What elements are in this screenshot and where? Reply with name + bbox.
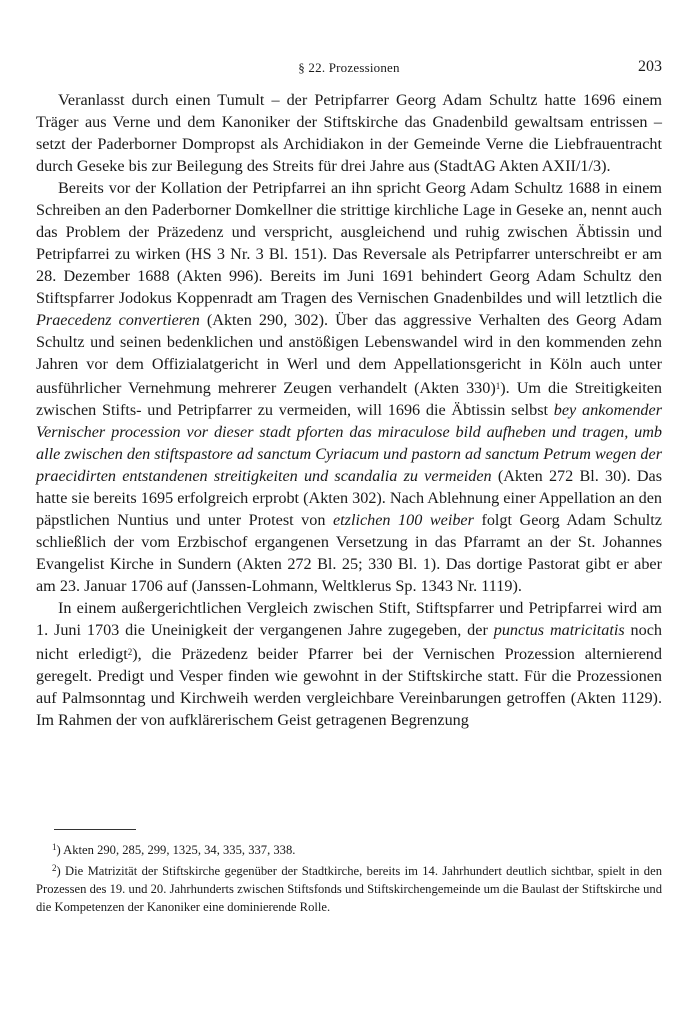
text-run: (Akten 290, 302). Über das aggressive Verhalten des Georg Adam Schultz und seinen bedenklichen und anstößigen Lebenswandel wird in den kommenden zehn Jahren vor dem Offizialatgericht in Werl und dem Appellationsgericht in Köln auch unter ausführlicher Vernehmung mehrerer Zeugen verhandelt (Akten 330) — [36, 311, 662, 397]
running-title: § 22. Prozessionen — [298, 60, 400, 75]
text-run: folgt Georg Adam Schultz schließlich der vom Erzbischof ergangenen Versetzung in das Pfarramt an der St. Johannes Evangelist Kirche in Sundern (Akten 272 Bl. 25; 330 Bl. 1). Das dortige Pastorat gibt er aber am 23. Januar 1706 auf (Janssen-Lohmann, Weltklerus Sp. 1343 Nr. 1119). — [36, 511, 662, 595]
text-run: Bereits vor der Kollation der Petripfarrei an ihn spricht Georg Adam Schultz 1688 in einem Schreiben an den Paderborner Domkellner die strittige kirchliche Lage in Geseke an, nennt auch das Problem der Präzedenz und verspricht, ausgleichend und ruhig zwischen Äbtissin und Petripfarrei zu wirken (HS 3 Nr. 3 Bl. 151). Das Reversale als Petripfarrer unterschreibt er am 28. Dezember 1688 (Akten 996). Bereits im Juni 1691 behindert Georg Adam Schultz den Stiftspfarrer Jodokus Koppenradt am Tragen des Vernischen Gnadenbildes und will letztlich die — [36, 179, 662, 307]
quoted-source-passage: bey ankomender Vernischer procession vor dieser stadt pforten das miraculose bild aufheben und tragen, umb alle zwischen den stiftspastore ad sanctum Cyriacum und pastorn ad sanctum Petrum wegen der praecidirten entstandenen streitigkeiten und scandalia zu vermeiden — [36, 401, 662, 485]
footnote-reference-1: 1 — [495, 381, 501, 391]
quoted-phrase: punctus matricitatis — [493, 621, 625, 639]
footnote-2 — [36, 859, 662, 916]
footnote-reference-2: 2 — [127, 647, 133, 657]
footnote-mark: 1 — [52, 842, 57, 852]
text-run: (Akten 272 Bl. 30). Das hatte sie bereits 1695 erfolgreich erprobt (Akten 302). Nach Ablehnung einer Appellation an den päpstlichen Nuntius und unter Protest von — [36, 467, 662, 529]
paragraph-3 — [36, 597, 662, 731]
footnote-mark: 2 — [52, 863, 57, 873]
footnote-text: ) Die Matrizität der Stiftskirche gegenüber der Stadtkirche, bereits im 14. Jahrhundert deutlich sichtbar, spielt in den Prozessen des 19. und 20. Jahrhunderts zwischen Stiftsfonds und Stiftskirchengemeinde um die Baulast der Stiftskirche und die Kompetenzen der Kanoniker eine dominierende Rolle. — [36, 864, 662, 914]
main-text — [36, 89, 662, 731]
paragraph-2 — [36, 177, 662, 597]
text-run: ). Um die Streitigkeiten zwischen Stifts- und Petripfarrer zu vermeiden, will 1696 die Äbtissin selbst — [36, 379, 662, 419]
footnotes — [36, 838, 662, 916]
running-header — [36, 58, 662, 78]
footnote-text: ) Akten 290, 285, 299, 1325, 34, 335, 337, 338. — [56, 843, 296, 857]
text-run: In einem außergerichtlichen Vergleich zwischen Stift, Stiftspfarrer und Petripfarrei wird am 1. Juni 1703 die Uneinigkeit der vergangenen Jahre zugegeben, der — [36, 599, 662, 639]
text-run: ), die Präzedenz beider Pfarrer bei der Vernischen Prozession alternierend geregelt. Predigt und Vesper finden wie gewohnt in der Stiftskirche statt. Für die Prozessionen auf Palmsonntag und Kirchweih werden vergleichbare Vereinbarungen getroffen (Akten 1129). Im Rahmen der von aufklärerischem Geist getragenen Begrenzung — [36, 645, 662, 729]
footnote-separator — [54, 829, 136, 830]
quoted-phrase: etzlichen 100 weiber — [332, 511, 474, 529]
page-number: 203 — [638, 58, 662, 75]
footnote-1 — [36, 838, 662, 859]
text-run: noch nicht erledigt — [36, 621, 662, 663]
paragraph-1: Veranlasst durch einen Tumult – der Petripfarrer Georg Adam Schultz hatte 1696 einem Träger aus Verne und dem Kanoniker der Stiftskirche das Gnadenbild gewaltsam entrissen – setzt der Paderborner Dompropst als Archidiakon in der Gemeinde Verne die Liebfrauentracht durch Geseke bis zur Beilegung des Streits für drei Jahre aus (StadtAG Akten AXII/1/3). — [36, 91, 662, 175]
quoted-phrase: Praecedenz convertieren — [36, 311, 200, 329]
